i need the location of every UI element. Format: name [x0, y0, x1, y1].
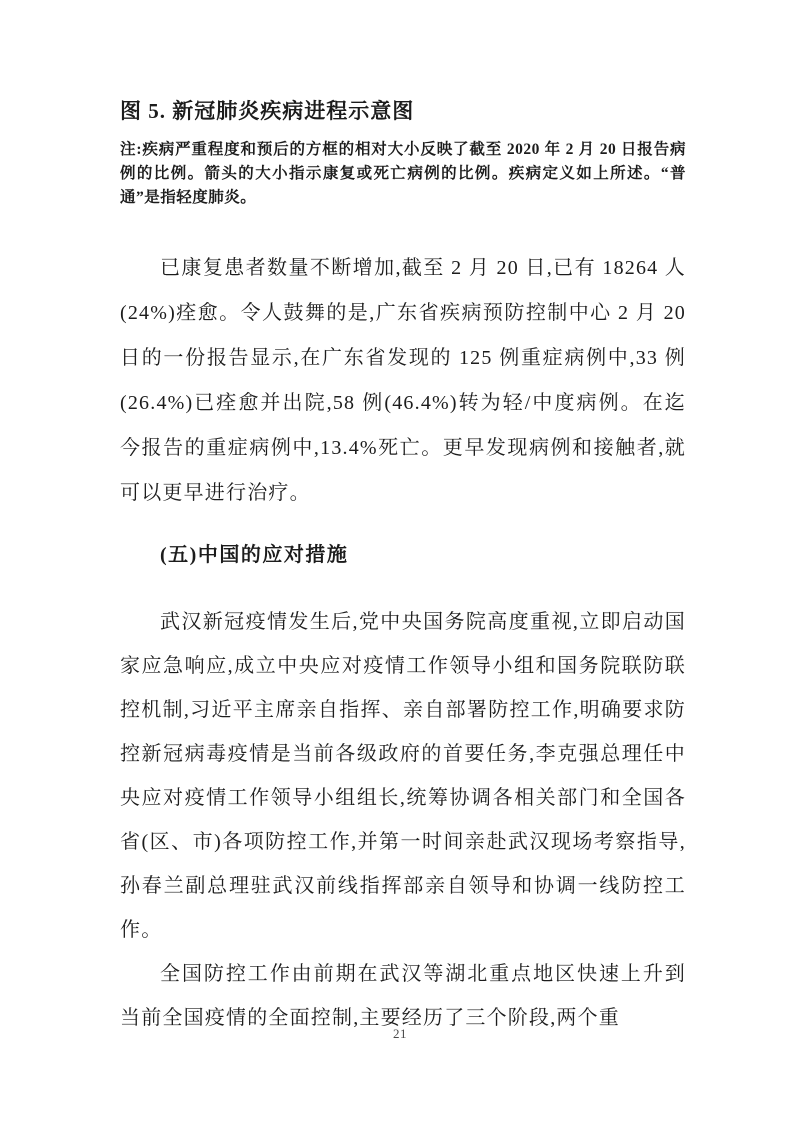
figure-caption: 图 5. 新冠肺炎疾病进程示意图 — [120, 99, 415, 123]
section-heading: (五)中国的应对措施 — [160, 544, 349, 566]
paragraph-government-response: 武汉新冠疫情发生后,党中央国务院高度重视,立即启动国家应急响应,成立中央应对疫情工作领导小组和国务院联防联控机制,习近平主席亲自指挥、亲自部署防控工作,明确要求防控新冠病毒疫情是当前各级政府的首要任务,李克强总理任中央应对疫情工作领导小组组长,统筹协调各相关部门和全国各省(区、市)各项防控工作,并第一时间亲赴武汉现场考察指导,孙春兰副总理驻武汉前线指挥部亲自领导和协调一线防控工作。 — [120, 611, 686, 941]
figure-note: 注:疾病严重程度和预后的方框的相对大小反映了截至 2020 年 2 月 20 日报告病例的比例。箭头的大小指示康复或死亡病例的比例。疾病定义如上所述。“普通”是指轻度肺炎。 — [120, 141, 686, 206]
page-content — [120, 96, 686, 1040]
page-number: 21 — [393, 1026, 407, 1041]
paragraph-control-stages: 全国防控工作由前期在武汉等湖北重点地区快速上升到当前全国疫情的全面控制,主要经历了三个阶段,两个重 — [120, 963, 686, 1029]
paragraph-recovery-stats: 已康复患者数量不断增加,截至 2 月 20 日,已有 18264 人(24%)痊愈。令人鼓舞的是,广东省疾病预防控制中心 2 月 20 日的一份报告显示,在广东省发现的 125 例重症病例中,33 例(26.4%)已痊愈并出院,58 例(46.4%)转为轻/中度病例。在迄今报告的重症病例中,13.4%死亡。更早发现病例和接触者,就可以更早进行治疗。 — [120, 257, 686, 504]
